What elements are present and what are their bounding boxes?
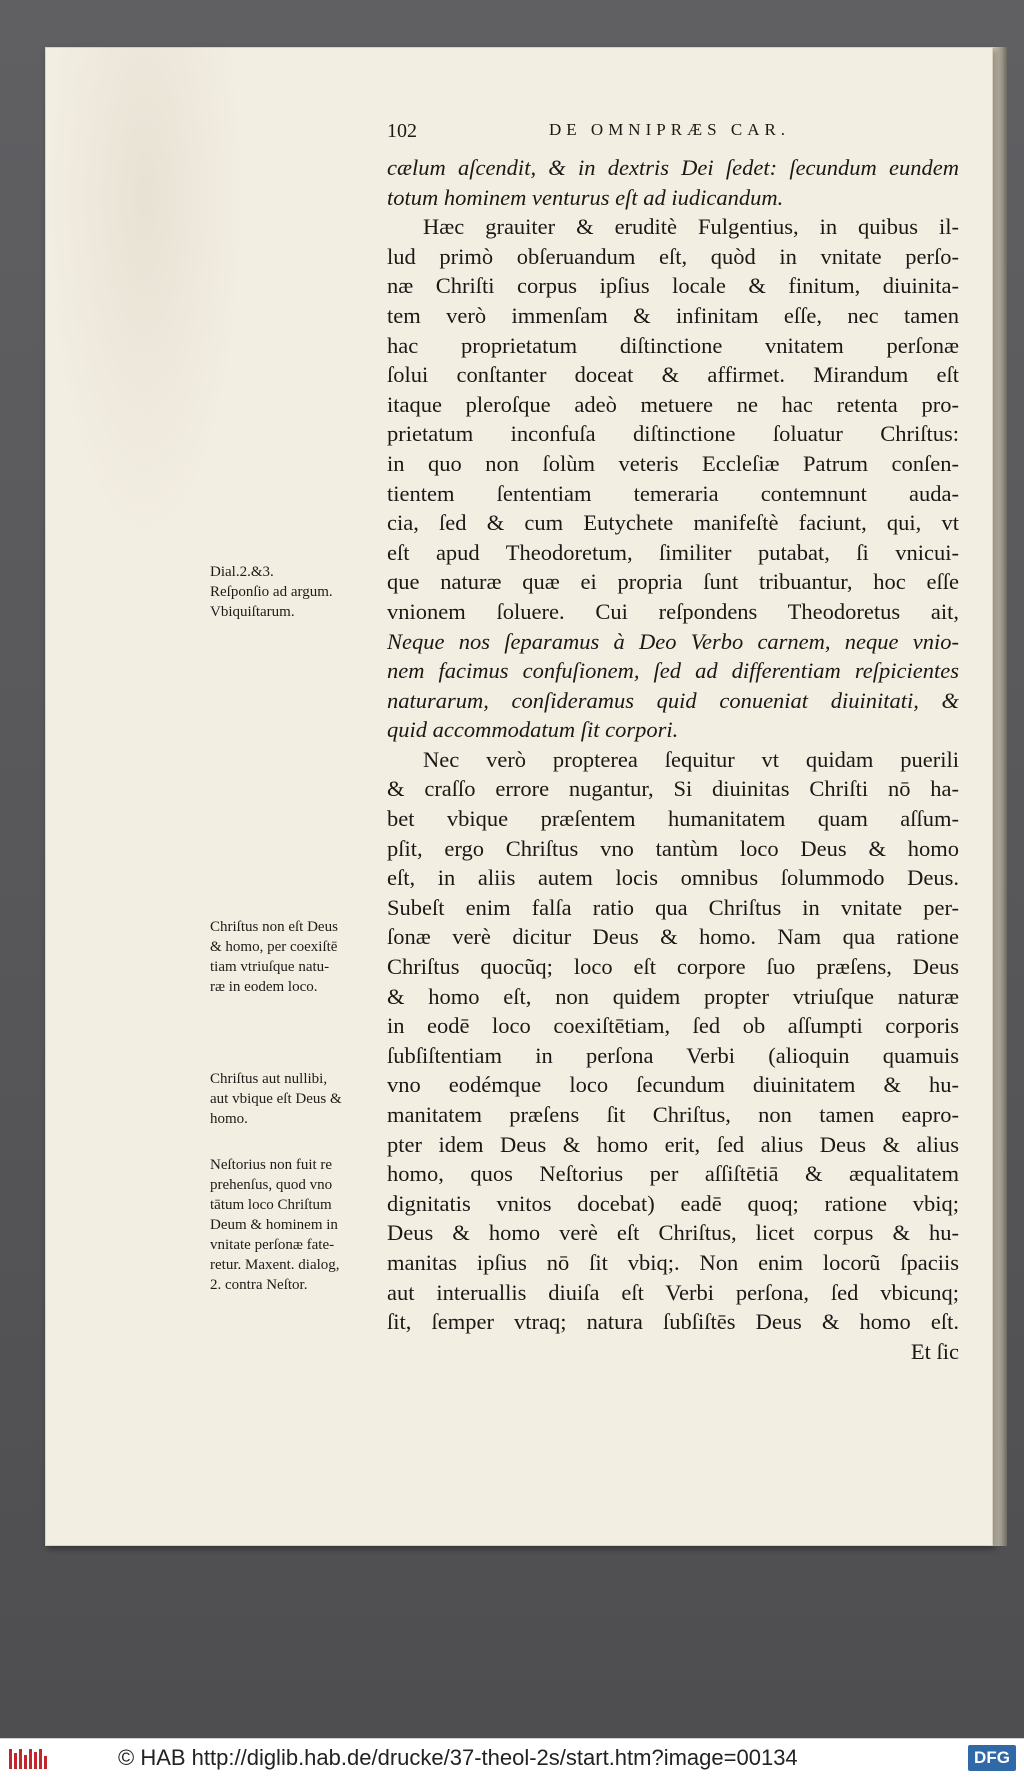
text-line: in eodē loco coexiſtētiam, ſed ob aſſumpti corporis <box>387 1013 959 1039</box>
copyright-link[interactable]: © HAB http://diglib.hab.de/drucke/37-theol-2s/start.htm?image=00134 <box>118 1745 798 1770</box>
marginal-note-line: tātum loco Chriſtum <box>210 1197 332 1213</box>
book-spine-edge <box>993 47 1007 1546</box>
text-line: manitas ipſius nō ſit vbiq;. Non enim locorũ ſpaciis <box>387 1249 959 1275</box>
text-line: ſonæ verè dicitur Deus & homo. Nam qua ratione <box>387 924 959 950</box>
marginal-note-line: ræ in eodem loco. <box>210 979 318 995</box>
marginal-note-line: retur. Maxent. dialog, <box>210 1257 340 1273</box>
text-line: dignitatis vnitos docebat) eadē quoq; ratione vbiq; <box>387 1190 959 1216</box>
marginal-note-line: 2. contra Neſtor. <box>210 1277 308 1293</box>
text-line: Hæc grauiter & eruditè Fulgentius, in quibus il- <box>423 214 959 240</box>
text-line: prietatum inconfuſa diſtinctione ſoluatur Chriſtus: <box>387 421 959 447</box>
text-line: itaque pleroſque adeò metuere ne hac retenta pro- <box>387 391 959 417</box>
text-line: in quo non ſolùm veteris Eccleſiæ Patrum conſen- <box>387 450 959 476</box>
marginal-note-line: homo. <box>210 1111 248 1127</box>
text-line: vno eodémque loco ſecundum diuinitatem & hu- <box>387 1072 959 1098</box>
text-line: ſolui conſtanter doceat & affirmet. Mirandum eſt <box>387 362 959 388</box>
text-line: cia, ſed & cum Eutychete manifeſtè faciunt, qui, vt <box>387 510 959 536</box>
page-number: 102 <box>387 120 417 142</box>
text-line: næ Chriſti corpus ipſius locale & finitum, diuinita- <box>387 273 959 299</box>
text-line: tem verò immenſam & infinitam eſſe, nec tamen <box>387 302 959 328</box>
text-line: pſit, ergo Chriſtus vno tantùm loco Deus & homo <box>387 835 959 861</box>
text-line: que naturæ quæ ei propria ſunt tribuantur, hoc eſſe <box>387 569 959 595</box>
running-head <box>387 120 962 148</box>
marginal-note-line: tiam vtriuſque natu- <box>210 959 330 975</box>
text-line: totum hominem venturus eſt ad iudicandum. <box>387 184 784 210</box>
text-line: ſubſiſtentiam in perſona Verbi (alioquin quamuis <box>387 1042 959 1068</box>
text-line: vnionem ſoluere. Cui reſpondens Theodoretus ait, <box>387 598 959 624</box>
text-line: manitatem præſens ſit Chriſtus, non tamen eapro- <box>387 1102 959 1127</box>
marginal-note <box>210 562 380 622</box>
catchword: Et ſic <box>910 1338 959 1364</box>
text-line: bet vbique præſentem humanitatem quam aſſum- <box>387 806 959 832</box>
marginal-note <box>210 1069 380 1129</box>
dfg-logo: DFG <box>968 1745 1016 1771</box>
text-line: & homo eſt, non quidem propter vtriuſque naturæ <box>387 983 959 1009</box>
text-line: Chriſtus quocũq; loco eſt corpore ſuo præſens, Deus <box>387 954 959 980</box>
marginal-note-line: Chriſtus aut nullibi, <box>210 1071 328 1087</box>
text-line: homo, quos Neſtorius per aſſiſtētiā & æqualitatem <box>387 1161 959 1187</box>
text-line: & craſſo errore nugantur, Si diuinitas Chriſti nō ha- <box>387 776 959 802</box>
marginal-note-line: Dial.2.&3. <box>210 564 274 580</box>
text-line: quid accommodatum ſit corpori. <box>387 717 679 743</box>
marginal-note-line: Deum & hominem in <box>210 1217 338 1233</box>
viewer-footer <box>0 1738 1024 1779</box>
marginal-note-line: Reſponſio ad argum. <box>210 584 333 600</box>
text-line: ſit, ſemper vtraq; natura ſubſiſtēs Deus & homo eſt. <box>387 1309 959 1335</box>
text-line: Neque nos ſeparamus à Deo Verbo carnem, neque vnio- <box>387 628 959 654</box>
marginal-note-line: prehenſus, quod vno <box>210 1177 333 1193</box>
marginal-note-line: Neſtorius non fuit re <box>210 1157 333 1173</box>
marginal-note <box>210 1155 380 1295</box>
main-text-block <box>387 153 959 1366</box>
text-line: tientem ſententiam temeraria contemnunt auda- <box>387 480 959 506</box>
text-line: Subeſt enim falſa ratio qua Chriſtus in vnitate per- <box>387 894 959 920</box>
marginal-note-line: & homo, per coexiſtē <box>210 939 338 955</box>
marginal-note-line: aut vbique eſt Deus & <box>210 1091 342 1107</box>
text-line: hac proprietatum diſtinctione vnitatem perſonæ <box>387 332 959 358</box>
marginal-note <box>210 917 380 997</box>
text-line: aut interuallis diuiſa eſt Verbi perſona, ſed vbicunq; <box>387 1279 959 1305</box>
text-line: pter idem Deus & homo erit, ſed alius Deus & alius <box>387 1131 959 1157</box>
hab-logo-icon <box>8 1747 50 1771</box>
running-title: DE OMNIPRÆS CAR. <box>549 120 791 139</box>
text-line: cælum aſcendit, & in dextris Dei ſedet: ſecundum eundem <box>387 155 959 180</box>
marginal-note-line: Vbiquiſtarum. <box>210 604 295 620</box>
text-line: Deus & homo verè eſt Chriſtus, licet corpus & hu- <box>387 1220 959 1246</box>
text-line: Nec verò propterea ſequitur vt quidam puerili <box>423 746 959 772</box>
text-line: naturarum, conſideramus quid conueniat diuinitati, & <box>387 687 959 713</box>
text-line: nem facimus confuſionem, ſed ad differentiam reſpicientes <box>387 658 959 684</box>
text-line: eſt apud Theodoretum, ſimiliter putabat, ſi vnicui- <box>387 539 959 565</box>
marginal-note-line: Chriſtus non eſt Deus <box>210 919 338 935</box>
marginal-note-line: vnitate perſonæ fate- <box>210 1237 335 1253</box>
text-line: eſt, in aliis autem locis omnibus ſolummodo Deus. <box>387 865 959 891</box>
text-line: lud primò obſeruandum eſt, quòd in vnitate perſo- <box>387 243 959 269</box>
